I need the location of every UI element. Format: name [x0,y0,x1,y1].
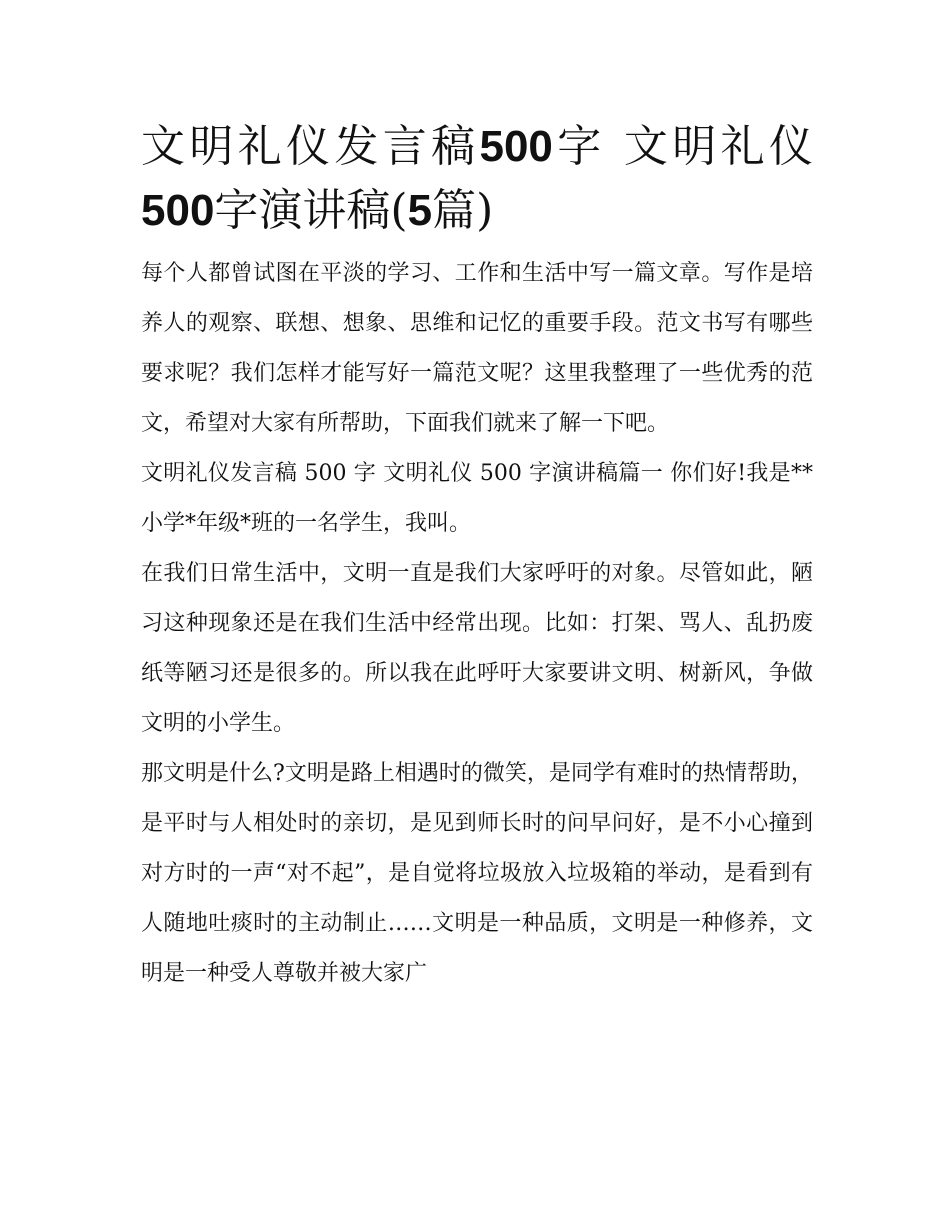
title-number: 5 [407,186,433,235]
title-text: 篇) [432,185,494,236]
document-title [141,115,813,243]
body-paragraph: 那文明是什么?文明是路上相遇时的微笑，是同学有难时的热情帮助，是平时与人相处时的亲切，是见到师长时的问早问好，是不小心撞到对方时的一声“对不起”，是自觉将垃圾放入垃圾箱的举动，是看到有人随地吐痰时的主动制止……文明是一种品质，文明是一种修养，文明是一种受人尊敬并被大家广 [141,761,813,986]
title-text: 文明礼仪发言稿 [141,121,480,172]
title-number: 500 [141,186,215,235]
title-number: 500 [479,122,553,171]
intro-paragraph: 每个人都曾试图在平淡的学习、工作和生活中写一篇文章。写作是培养人的观察、联想、想象、思维和记忆的重要手段。范文书写有哪些要求呢？我们怎样才能写好一篇范文呢？这里我整理了一些优秀的范文，希望对大家有所帮助，下面我们就来了解一下吧。 [141,261,813,436]
body-paragraph: 文明礼仪发言稿 500 字 文明礼仪 500 字演讲稿篇一 你们好!我是**小学*年级*班的一名学生，我叫。 [141,461,813,536]
document-body [141,115,813,999]
title-text: 字演讲稿( [214,185,408,236]
title-text: 字 文明礼仪 [552,121,813,172]
body-paragraph: 在我们日常生活中，文明一直是我们大家呼吁的对象。尽管如此，陋习这种现象还是在我们生活中经常出现。比如：打架、骂人、乱扔废纸等陋习还是很多的。所以我在此呼吁大家要讲文明、树新风，争做文明的小学生。 [141,561,813,736]
